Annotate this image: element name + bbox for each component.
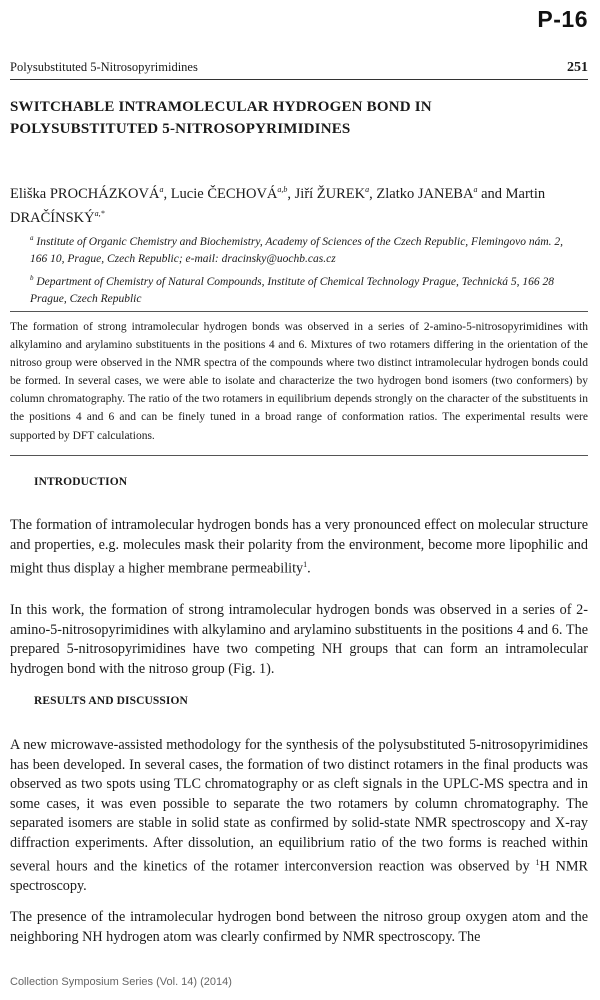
abstract-top-rule [10, 311, 588, 312]
author-affiliation-mark: a [365, 185, 370, 194]
text-span: H NMR spectroscopy. [10, 858, 588, 895]
author: Martin DRAČÍNSKÝ [10, 185, 546, 226]
paper-title [10, 96, 550, 140]
text-span: A new microwave-assisted methodology for the synthesis of the polysubstituted 5-nitrosopyrimidines has been developed. In several cases, the formation of two distinct rotamers in the final products was observed as two spots using TLC chromatography or as cleft signals in the UPLC-MS spectra and in some cases, it was even possible to separate the two rotamers by column chromatography. The separated isomers are stable in solid state as confirmed by solid-state NMR spectroscopy and X-ray diffraction experiments. After dissolution, an equilibrium ratio of the two forms is reached within several hours and the kinetics of the rotamer interconversion reaction was observed by [10, 737, 588, 875]
author: Eliška PROCHÁZKOVÁ [10, 185, 160, 202]
abstract-bottom-rule [10, 455, 588, 456]
affiliation-mark: b [30, 273, 34, 282]
running-head [10, 60, 588, 76]
running-head-title: Polysubstituted 5-Nitrosopyrimidines [10, 60, 198, 74]
header-rule [10, 79, 588, 80]
affiliation-text: Department of Chemistry of Natural Compounds, Institute of Chemical Technology Prague, Technická 5, 166 28 Prague, Czech Republic [30, 275, 554, 305]
author-affiliation-mark: a [473, 185, 478, 194]
affiliation-mark: a [30, 234, 34, 242]
citation-ref: 1 [303, 560, 308, 569]
text-span: The formation of intramolecular hydrogen bonds has a very pronounced effect on molecular structure and properties, e.g. molecules mask their polarity from the environment, become more lipophilic and might thus display a higher membrane permeability [10, 517, 588, 577]
author-list: Eliška PROCHÁZKOVÁ$^a$, Lucie ČECHOVÁ$^{a,b}$, Jiří ŽUREK$^a$, Zlatko JANEBA$^a$ and Martin $DRAČÍNSKÝ^{a,*}$ [10, 185, 546, 226]
page-footer: Collection Symposium Series (Vol. 14) (2014) [10, 976, 232, 988]
author-affiliation-mark: a [159, 185, 164, 194]
section-heading-results: RESULTS AND DISCUSSION [34, 695, 188, 707]
authors-joiner: and [481, 185, 503, 202]
affiliation [30, 230, 580, 268]
text-span: . [307, 560, 311, 577]
section-heading-introduction: INTRODUCTION [34, 476, 128, 488]
affiliation-text: Institute of Organic Chemistry and Biochemistry, Academy of Sciences of the Czech Republic, Flemingovo nám. 2, 166 10, Prague, Czech Republic; e-mail: dracinsky@uochb.cas.cz [30, 235, 564, 265]
paper-title-line-2: POLYSUBSTITUTED 5-NITROSOPYRIMIDINES [10, 121, 351, 137]
author: Jiří ŽUREK [294, 185, 366, 202]
page-number: 251 [567, 60, 588, 75]
abstract: The formation of strong intramolecular hydrogen bonds was observed in a series of 2-amino-5-nitrosopyrimidines with alkylamino and arylamino substituents in the positions 4 and 6. Mixtures of two rotamers differing in the orientation of the nitroso group were observed in the NMR spectra of the compounds where two distinct intramolecular hydrogen bonds could be formed. In several cases, we were able to isolate and characterize the two hydrogen bond isomers (two conformers) by column chromatography. The ratio of the two rotamers in equilibrium depends strongly on the character of the substituents in the positions 4 and 6 and can be finely tuned in a broad range of conformation ratios. The experimental results were supported by DFT calculations. [10, 321, 588, 442]
introduction-paragraph-1 [10, 516, 588, 579]
results-paragraph-1 [10, 736, 588, 897]
author: Zlatko JANEBA [376, 185, 474, 202]
author-affiliation-mark: a,b [277, 185, 288, 194]
author: Lucie ČECHOVÁ [170, 185, 278, 202]
results-paragraph-2: The presence of the intramolecular hydrogen bond between the nitroso group oxygen atom and the neighboring NH hydrogen atom was clearly confirmed by NMR spectroscopy. The [10, 909, 588, 945]
isotope-superscript: 1 [535, 858, 540, 867]
affiliations [30, 230, 580, 310]
paper-title-line-1: SWITCHABLE INTRAMOLECULAR HYDROGEN BOND IN [10, 99, 432, 115]
author-affiliation-mark: a,* [94, 208, 105, 218]
introduction-paragraph-2: In this work, the formation of strong intramolecular hydrogen bonds was observed in a series of 2-amino-5-nitrosopyrimidines with alkylamino and arylamino substituents in the positions 4 and 6. The prepared 5-nitrosopyrimidines have two competing NH groups that can form an intramolecular hydrogen bond with the nitroso group (Fig. 1). [10, 602, 588, 677]
affiliation [30, 270, 580, 308]
poster-id: P-16 [537, 6, 588, 32]
